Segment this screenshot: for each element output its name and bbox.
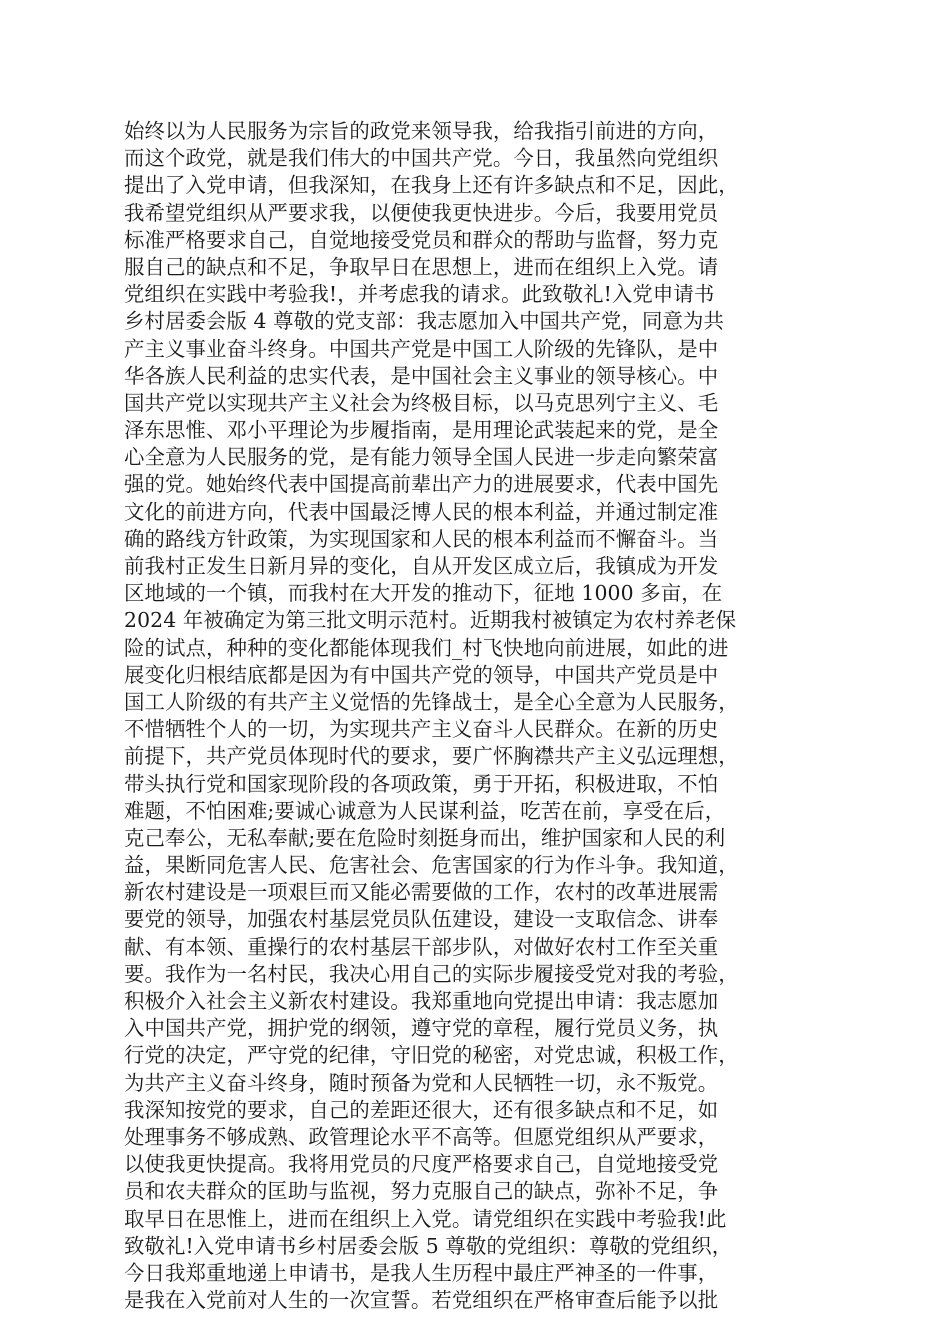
text-line: 新农村建设是一项艰巨而又能必需要做的工作，农村的改革进展需 bbox=[124, 880, 719, 905]
text-line: 2024 年被确定为第三批文明示范村。近期我村被镇定为农村养老保 bbox=[124, 608, 737, 633]
text-line: 华各族人民利益的忠实代表，是中国社会主义事业的领导核心。中 bbox=[124, 363, 719, 388]
text-line: 以使我更快提高。我将用党员的尺度严格要求自己，自觉地接受党 bbox=[124, 1152, 719, 1177]
text-line: 国共产党以实现共产主义社会为终极目标，以马克思列宁主义、毛 bbox=[124, 390, 719, 415]
text-line: 服自己的缺点和不足，争取早日在思想上，进而在组织上入党。请 bbox=[124, 254, 719, 279]
text-line: 确的路线方针政策，为实现国家和人民的根本利益而不懈奋斗。当 bbox=[124, 526, 719, 551]
text-line: 不惜牺牲个人的一切，为实现共产主义奋斗人民群众。在新的历史 bbox=[124, 717, 719, 742]
text-line: 克己奉公，无私奉献;要在危险时刻挺身而出，维护国家和人民的利 bbox=[124, 825, 726, 850]
text-line: 带头执行党和国家现阶段的各项政策，勇于开拓，积极进取，不怕 bbox=[124, 771, 719, 796]
text-line: 积极介入社会主义新农村建设。我郑重地向党提出申请：我志愿加 bbox=[124, 989, 719, 1013]
text-line: 产主义事业奋斗终身。中国共产党是中国工人阶级的先锋队，是中 bbox=[124, 336, 719, 361]
text-line: 始终以为人民服务为宗旨的政党来领导我，给我指引前进的方向， bbox=[124, 119, 719, 143]
text-line: 献、有本领、重操行的农村基层干部步队，对做好农村工作至关重 bbox=[124, 934, 719, 959]
text-line: 难题，不怕困难;要诚心诚意为人民谋利益，吃苦在前，享受在后， bbox=[124, 798, 726, 823]
text-line: 要。我作为一名村民，我决心用自己的实际步履接受党对我的考验， bbox=[124, 961, 739, 986]
text-line: 展变化归根结底都是因为有中国共产党的领导，中国共产党员是中 bbox=[124, 662, 719, 687]
text-line: 强的党。她始终代表中国提高前辈出产力的进展要求，代表中国先 bbox=[124, 472, 719, 497]
text-line: 前提下，共产党员体现时代的要求，要广怀胸襟共产主义弘远理想， bbox=[124, 744, 739, 769]
text-line: 而这个政党，就是我们伟大的中国共产党。今日，我虽然向党组织 bbox=[124, 146, 719, 171]
text-line: 国工人阶级的有共产主义觉悟的先锋战士，是全心全意为人民服务， bbox=[124, 689, 739, 714]
text-line: 为共产主义奋斗终身，随时预备为党和人民牺牲一切，永不叛党。 bbox=[124, 1070, 719, 1095]
text-line: 标准严格要求自己，自觉地接受党员和群众的帮助与监督，努力克 bbox=[124, 227, 719, 252]
text-line: 员和农夫群众的匡助与监视，努力克服自己的缺点，弥补不足，争 bbox=[124, 1179, 719, 1204]
text-line: 益，果断同危害人民、危害社会、危害国家的行为作斗争。我知道， bbox=[124, 853, 739, 878]
text-line: 我深知按党的要求，自己的差距还很大，还有很多缺点和不足，如 bbox=[124, 1097, 719, 1122]
text-line: 党组织在实践中考验我!，并考虑我的请求。此致敬礼!入党申请书 bbox=[124, 282, 715, 307]
text-line: 乡村居委会版 4 尊敬的党支部：我志愿加入中国共产党，同意为共 bbox=[124, 309, 724, 334]
text-line: 区地域的一个镇，而我村在大开发的推动下，征地 1000 多亩，在 bbox=[124, 581, 723, 606]
text-line: 险的试点，种种的变化都能体现我们_村飞快地向前进展，如此的进 bbox=[124, 635, 729, 660]
text-line: 心全意为人民服务的党，是有能力领导全国人民进一步走向繁荣富 bbox=[124, 445, 719, 470]
text-line: 要党的领导，加强农村基层党员队伍建设，建设一支取信念、讲奉 bbox=[124, 907, 719, 932]
text-line: 致敬礼!入党申请书乡村居委会版 5 尊敬的党组织：尊敬的党组织， bbox=[124, 1233, 733, 1258]
body-text bbox=[124, 118, 834, 1314]
text-line: 取早日在思惟上，进而在组织上入党。请党组织在实践中考验我!此 bbox=[124, 1206, 727, 1231]
text-line: 提出了入党申请，但我深知，在我身上还有许多缺点和不足，因此， bbox=[124, 173, 739, 198]
text-line: 是我在入党前对人生的一次宣誓。若党组织在严格审查后能予以批 bbox=[124, 1288, 719, 1313]
text-line: 前我村正发生日新月异的变化，自从开发区成立后，我镇成为开发 bbox=[124, 554, 719, 578]
text-line: 入中国共产党，拥护党的纲领，遵守党的章程，履行党员义务，执 bbox=[124, 1016, 719, 1041]
text-line: 文化的前进方向，代表中国最泛博人民的根本利益，并通过制定准 bbox=[124, 499, 719, 524]
text-line: 泽东思惟、邓小平理论为步履指南，是用理论武装起来的党，是全 bbox=[124, 418, 719, 443]
text-line: 处理事务不够成熟、政管理论水平不高等。但愿党组织从严要求， bbox=[124, 1124, 719, 1149]
text-line: 今日我郑重地递上申请书，是我人生历程中最庄严神圣的一件事， bbox=[124, 1260, 719, 1285]
text-line: 我希望党组织从严要求我，以便使我更快进步。今后，我要用党员 bbox=[124, 200, 719, 225]
text-line: 行党的决定，严守党的纪律，守旧党的秘密，对党忠诚，积极工作， bbox=[124, 1043, 739, 1068]
